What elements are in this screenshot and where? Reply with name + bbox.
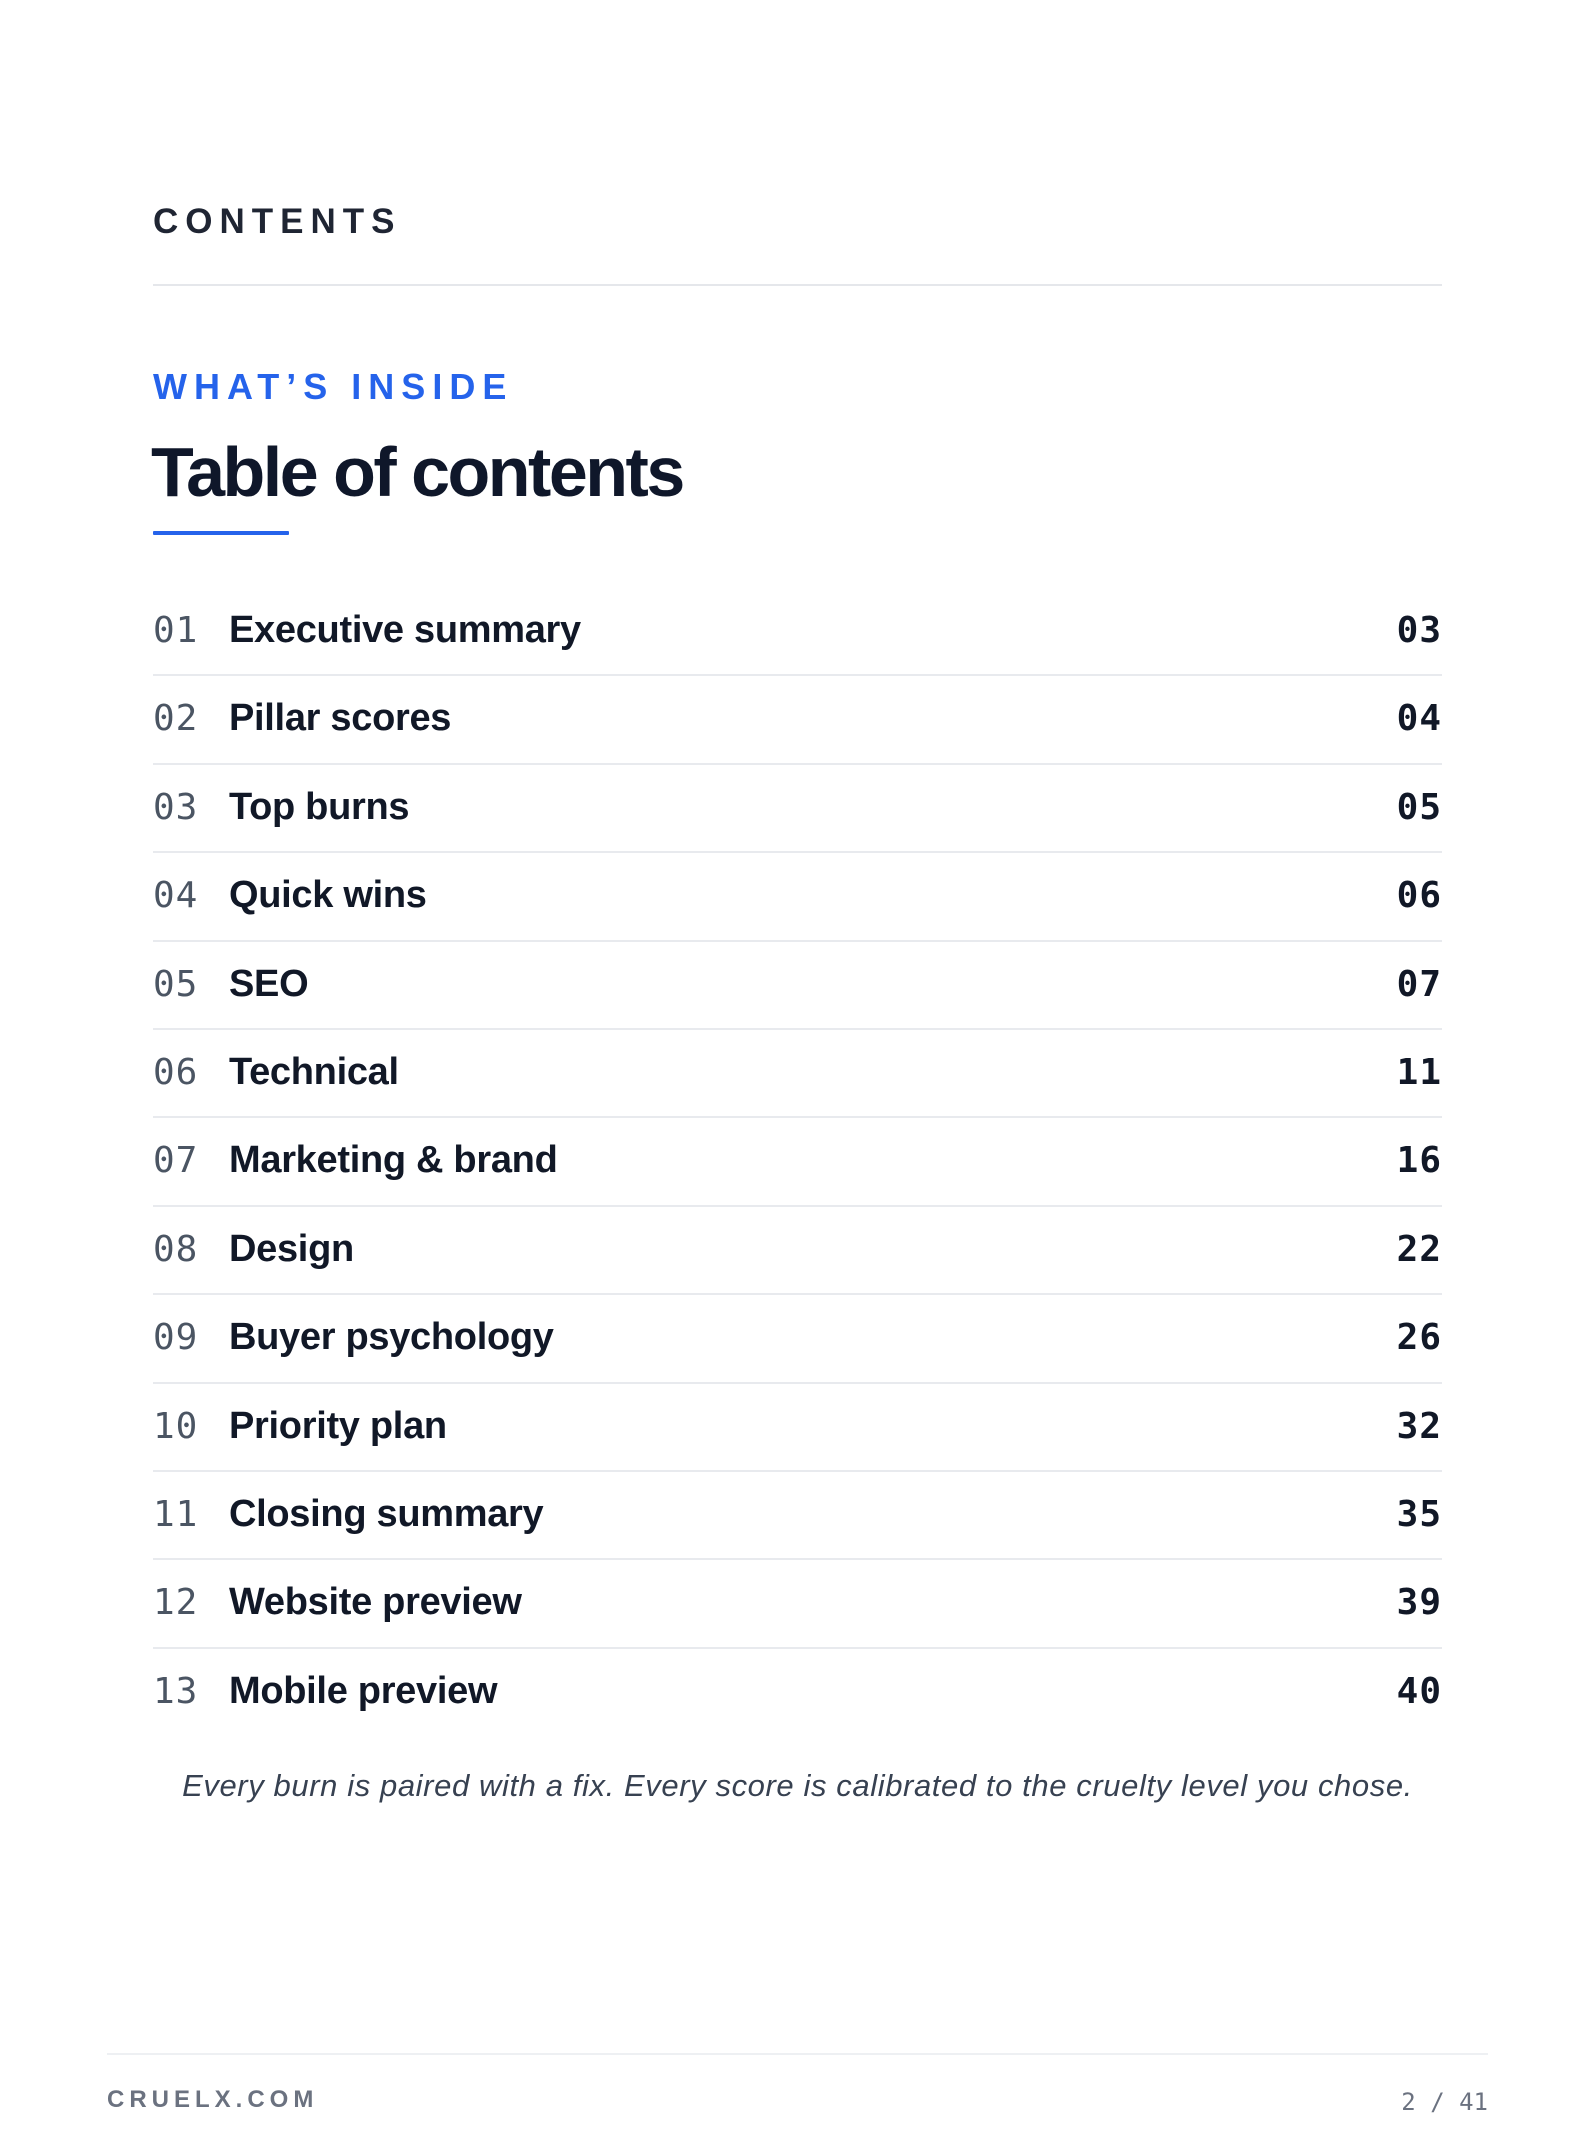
- toc-row[interactable]: [153, 765, 1442, 853]
- toc-row[interactable]: [153, 853, 1442, 941]
- toc-title[interactable]: Buyer psychology: [229, 1316, 554, 1359]
- toc-row[interactable]: [153, 1207, 1442, 1295]
- toc-page-number: 39: [1396, 1582, 1442, 1624]
- toc-page-number: 07: [1396, 963, 1442, 1005]
- toc-row[interactable]: [153, 1649, 1442, 1737]
- toc-title[interactable]: Executive summary: [229, 609, 581, 651]
- title-accent-bar: [153, 531, 289, 535]
- footer-divider: [107, 2053, 1488, 2055]
- toc-number: 04: [153, 875, 199, 917]
- section-label: CONTENTS: [153, 202, 402, 241]
- footnote: Every burn is paired with a fix. Every score is calibrated to the cruelty level you chose.: [182, 1768, 1413, 1803]
- toc-list: [153, 588, 1442, 1737]
- toc-row[interactable]: [153, 1030, 1442, 1118]
- toc-number: 13: [153, 1670, 199, 1712]
- toc-title[interactable]: Website preview: [229, 1581, 522, 1624]
- toc-title[interactable]: Design: [229, 1227, 354, 1270]
- toc-number: 01: [153, 610, 199, 651]
- toc-page-number: 35: [1396, 1493, 1442, 1535]
- toc-number: 11: [153, 1493, 199, 1535]
- toc-title[interactable]: Top burns: [229, 785, 410, 828]
- toc-page-number: 11: [1396, 1051, 1442, 1093]
- toc-number: 02: [153, 698, 199, 740]
- toc-number: 03: [153, 786, 199, 828]
- toc-page-number: 04: [1396, 698, 1442, 740]
- toc-number: 10: [153, 1405, 199, 1447]
- toc-title[interactable]: SEO: [229, 962, 309, 1005]
- toc-page-number: 22: [1396, 1228, 1442, 1270]
- toc-number: 07: [153, 1140, 199, 1182]
- toc-row[interactable]: [153, 1560, 1442, 1648]
- toc-page-number: 32: [1396, 1405, 1442, 1447]
- toc-page-number: 26: [1396, 1317, 1442, 1359]
- toc-row[interactable]: [153, 1384, 1442, 1472]
- toc-title[interactable]: Priority plan: [229, 1404, 447, 1447]
- toc-number: 09: [153, 1317, 199, 1359]
- toc-page-number: 05: [1396, 786, 1442, 828]
- toc-number: 12: [153, 1582, 199, 1624]
- toc-title[interactable]: Pillar scores: [229, 697, 452, 740]
- toc-number: 06: [153, 1051, 199, 1093]
- toc-row[interactable]: [153, 1295, 1442, 1383]
- toc-page-number: 40: [1396, 1670, 1442, 1712]
- toc-title[interactable]: Quick wins: [229, 874, 427, 917]
- toc-row[interactable]: [153, 676, 1442, 764]
- toc-page-number: 03: [1396, 610, 1442, 651]
- toc-number: 08: [153, 1228, 199, 1270]
- header-divider: [153, 284, 1442, 286]
- toc-row[interactable]: [153, 588, 1442, 676]
- page-title: Table of contents: [151, 433, 683, 511]
- toc-title[interactable]: Mobile preview: [229, 1669, 498, 1712]
- page-indicator: 2 / 41: [1401, 2088, 1488, 2116]
- toc-number: 05: [153, 963, 199, 1005]
- toc-row[interactable]: [153, 942, 1442, 1030]
- toc-row[interactable]: [153, 1118, 1442, 1206]
- toc-row[interactable]: [153, 1472, 1442, 1560]
- toc-title[interactable]: Marketing & brand: [229, 1139, 558, 1182]
- toc-title[interactable]: Closing summary: [229, 1492, 544, 1535]
- toc-page-number: 16: [1396, 1140, 1442, 1182]
- eyebrow-label: WHAT’S INSIDE: [153, 366, 514, 407]
- toc-page-number: 06: [1396, 875, 1442, 917]
- toc-title[interactable]: Technical: [229, 1050, 399, 1093]
- footer-brand[interactable]: CRUELX.COM: [107, 2086, 319, 2113]
